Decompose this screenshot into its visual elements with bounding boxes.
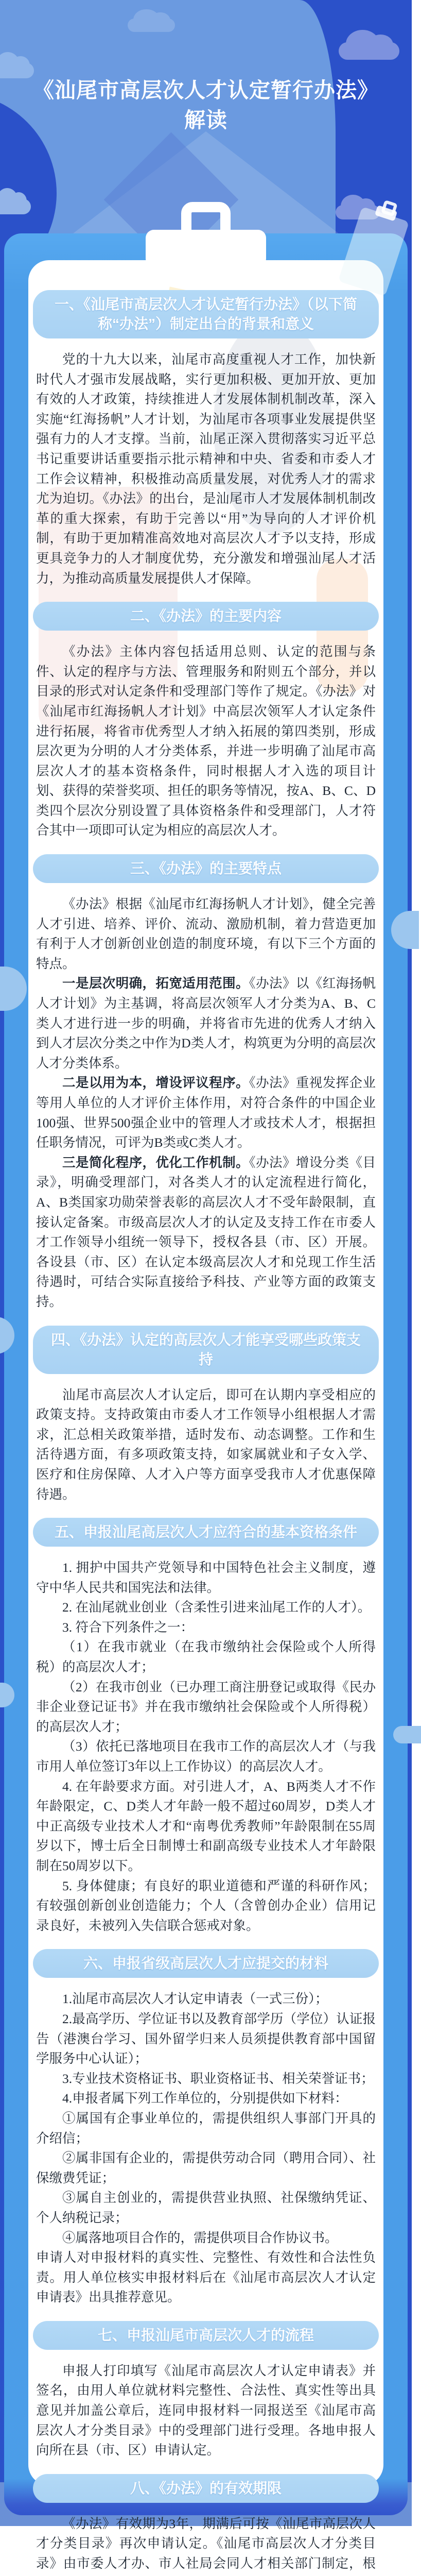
paragraph: 2. 在汕尾就业创业（含柔性引进来汕尾工作的人才）。 [62, 1600, 371, 1615]
section-body [28, 1374, 383, 1506]
cloud-icon [0, 199, 31, 214]
paragraph: 申报人打印填写《汕尾市高层次人才认定申请表》并签名，由用人单位就材料完整性、合法性、真实性等出具意见并加盖公章后，连同申报材料一同报送至《汕尾市高层次人才分类目录》中的受理部门进行受理。各地申报人向所在县（市、区）申请认定。 [36, 2363, 376, 2458]
paragraph: 《办法》根据《汕尾市红海扬帆人才计划》，健全完善人才引进、培养、评价、流动、激励机制，着力营造更加有利于人才创新创业创造的制度环境，有以下三个方面的特点。 [36, 896, 376, 971]
paragraph: 一是层次明确，拓宽适用范围。《办法》以《红海扬帆人才计划》为主基调，将高层次领军人才分类为A、B、C类人才进行进一步的明确，并将省市先进的优秀人才纳入到人才层次分类之中作为D类人才，构筑更为分明的高层次人才分类体系。 [36, 976, 376, 1071]
content-container [4, 233, 408, 2571]
paragraph: ①属国有企事业单位的，需提供组织人事部门开具的介绍信； [36, 2110, 376, 2146]
paragraph: 4. 在年龄要求方面。对引进人才，A、B两类人才不作年龄限定，C、D类人才年龄一般不超过60周岁，D类人才中正高级专业技术人才和“南粤优秀教师”年龄限制在55周岁以下，博士后全日制博士和副高级专业技术人才年龄限制在50周岁以下。 [36, 1778, 376, 1873]
section-heading: 八、《办法》的有效期限 [33, 2474, 379, 2503]
paragraph: 党的十九大以来，汕尾市高度重视人才工作，加快新时代人才强市发展战略，实行更加积极、更加开放、更加有效的人才政策，持续推进人才发展体制机制改革，深入实施“红海扬帆”人才计划，为汕尾市各项事业发展提供坚强有力的人才支撑。当前，汕尾正深入贯彻落实习近平总书记重要讲话重要指示批示精神和中央、省委和市委人才工作会议精神，积极推动高质量发展，对优秀人才的需求尤为迫切。《办法》的出台，是汕尾市人才发展体制机制改革的重大探索，有助于完善以“用”为导向的人才评价机制，有助于更加精准高效地对高层次人才予以支持，形成更具竞争力的人才制度优势，充分激发和增强汕尾人才活力，为推动高质量发展提供人才保障。 [36, 352, 376, 586]
paragraph: 3.专业技术资格证书、职业资格证书、相关荣誉证书； [62, 2071, 374, 2086]
briefcase-icon [146, 230, 266, 267]
paragraph: ②属非国有企业的，需提供劳动合同（聘用合同）、社保缴费凭证； [36, 2150, 376, 2185]
paragraph-lead: 二是以用为本，增设评议程序。 [62, 1075, 249, 1091]
paragraph-lead: 一是层次明确，拓宽适用范围。 [62, 976, 249, 991]
section-body [28, 1978, 383, 2309]
paragraph: ④属落地项目合作的，需提供项目合作协议书。 [62, 2230, 338, 2245]
section-body [28, 1547, 383, 1937]
page-title-line1: 《汕尾市高层次人才认定暂行办法》 [33, 78, 379, 102]
paragraph: 3. 符合下列条件之一： [62, 1619, 194, 1635]
section-heading: 六、申报省级高层次人才应提交的材料 [33, 1949, 379, 1978]
paragraph: 1.汕尾市高层次人才认定申请表（一式三份）； [62, 1991, 328, 2007]
section-body [28, 338, 383, 589]
section-heading: 七、申报汕尾市高层次人才的流程 [33, 2321, 379, 2350]
cloud-icon [393, 1726, 421, 1743]
section-body [28, 2350, 383, 2462]
paragraph: 《办法》有效期为3年，期满后可按《汕尾市高层次人才分类目录》再次申请认定。《汕尾市高层次人才分类目录》由市委人才办、市人社局会同人才相关部门制定，根 [36, 2516, 376, 2571]
section-body [28, 2503, 383, 2576]
paragraph: 汕尾市高层次人才认定后，即可在认期内享受相应的政策支持。支持政策由市委人才工作领导小组根据人才需求，汇总相关政策举措，适时发布、动态调整。工作和生活待遇方面，有多项政策支持，如家属就业和子女入学、医疗和住房保障、人才入户等方面享受我市人才优惠保障待遇。 [36, 1387, 376, 1502]
section-heading: 四、《办法》认定的高层次人才能享受哪些政策支持 [33, 1326, 379, 1374]
sections [28, 260, 383, 2576]
section-heading: 一、《汕尾市高层次人才认定暂行办法》（以下简称“办法”）制定出台的背景和意义 [33, 290, 379, 338]
paragraph: （2）在我市创业（已办理工商注册登记或取得《民办非企业登记证书》并在我市缴纳社会保险或个人所得税）的高层次人才； [36, 1679, 376, 1734]
paragraph-lead: 三是简化程序，优化工作机制。 [62, 1155, 249, 1170]
section-heading: 五、申报汕尾高层次人才应符合的基本资格条件 [33, 1518, 379, 1547]
paragraph: 4.申报者属下列工作单位的，分别提供如下材料： [62, 2091, 348, 2106]
section-body [28, 883, 383, 1313]
paragraph: 二是以用为本，增设评议程序。《办法》重视发挥企业等用人单位的人才评价主体作用，对符合条件的中国企业100强、世界500强企业中的管理人才或技术人才，根据担任职务情况，可评为B类或C类人才。 [36, 1075, 376, 1150]
paragraph: 申请人对申报材料的真实性、完整性、有效性和合法性负责。用人单位核实申报材料后在《汕尾市高层次人才认定申请表》出具推荐意见。 [36, 2250, 376, 2305]
cloud-icon [128, 19, 175, 32]
paragraph: 三是简化程序，优化工作机制。《办法》增设分类《目录》，明确受理部门，对各类人才的认定流程进行简化，A、B类国家功勋荣誉表彰的高层次人才不受年龄限制，直接认定备案。市级高层次人才的认定及支持工作在市委人才工作领导小组统一领导下，授权各县（市、区）开展。各设县（市、区）在认定本级高层次人才和兑现工作生活待遇时，可结合实际直接给予科技、产业等方面的政策支持。 [36, 1155, 376, 1309]
cloud-icon [339, 42, 399, 60]
section-body [28, 631, 383, 842]
paragraph: 2.最高学历、学位证书以及教育部学历（学位）认证报告（港澳台学习、国外留学归来人员须提供教育部中国留学服务中心认证）； [36, 2011, 376, 2066]
paragraph: （3）依托已落地项目在我市工作的高层次人才（与我市用人单位签订3年以上工作协议）的高层次人才。 [36, 1739, 376, 1774]
page-title-line2: 解读 [184, 108, 227, 132]
paragraph: ③属自主创业的，需提供营业执照、社保缴纳凭证、个人纳税记录； [36, 2190, 376, 2225]
paragraph: 《办法》主体内容包括适用总则、认定的范围与条件、认定的程序与方法、管理服务和附则五个部分，并以目录的形式对认定条件和受理部门等作了规定。《办法》对《汕尾市红海扬帆人才计划》中高层次领军人才认定条件进行拓展，将省市优秀型人才纳入拓展的第四类别，形成层次更为分明的人才分类体系，并进一步明确了汕尾市高层次人才的基本资格条件，同时根据人才入选的项目计划、获得的荣誉奖项、担任的职务等情况，按A、B、C、D类四个层次分别设置了具体资格条件和受理部门，人才符合其中一项即可认定为相应的高层次人才。 [36, 644, 376, 838]
paragraph: （1）在我市就业（在我市缴纳社会保险或个人所得税）的高层次人才； [36, 1639, 376, 1675]
paragraph: 5. 身体健康；有良好的职业道德和严谨的科研作风；有较强创新创业创造能力；个人（含曾创办企业）信用记录良好，未被列入失信联合惩戒对象。 [36, 1878, 376, 1933]
content-card [28, 260, 383, 2571]
section-heading: 三、《办法》的主要特点 [33, 854, 379, 883]
section-heading: 二、《办法》的主要内容 [33, 602, 379, 631]
paragraph: 1. 拥护中国共产党领导和中国特色社会主义制度，遵守中华人民共和国宪法和法律。 [36, 1560, 376, 1595]
page-title [0, 75, 412, 135]
